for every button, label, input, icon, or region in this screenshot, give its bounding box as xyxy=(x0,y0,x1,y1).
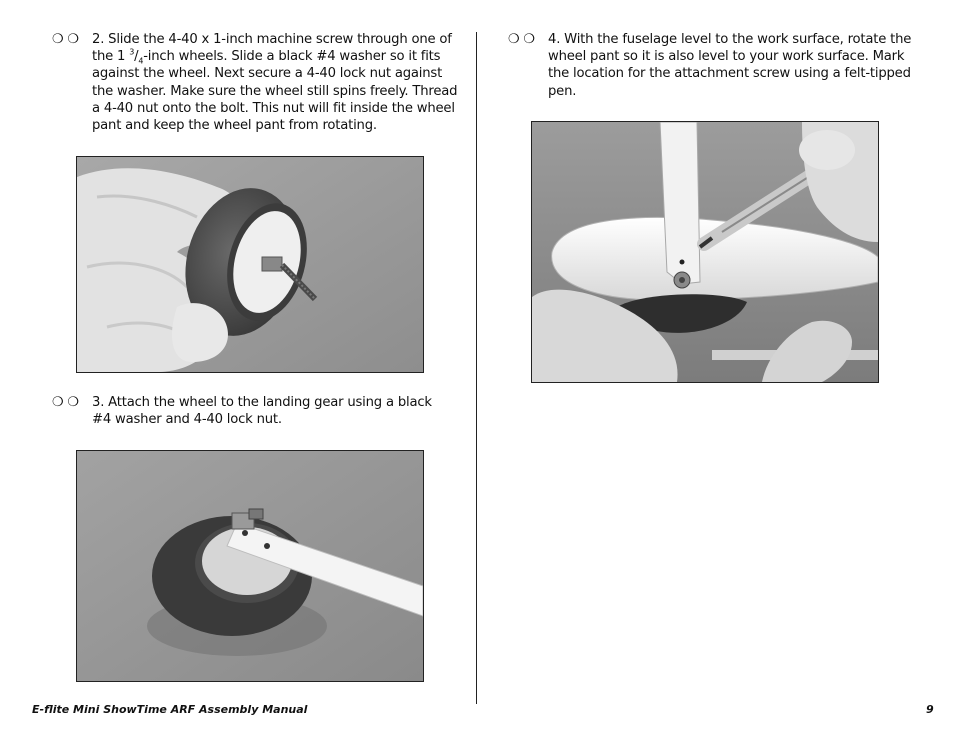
step-text-line: 2. Slide the 4-40 x 1-inch machine screw through one of xyxy=(92,32,452,47)
photo-wheel-on-landing-gear xyxy=(76,450,424,682)
photo-wheel-with-screw-image xyxy=(77,157,423,372)
checkbox-pair[interactable]: ❍ ❍ xyxy=(52,395,79,410)
step-text-line: 4. With the fuselage level to the work surface, rotate the xyxy=(548,32,912,47)
photo-wheel-on-landing-gear-image xyxy=(77,451,423,681)
photo-wheel-with-screw xyxy=(76,156,424,373)
step-4-text xyxy=(548,31,911,100)
step-text-line: wheel pant so it is also level to your work surface. Mark xyxy=(548,49,905,65)
step-text-line: a 4-40 nut onto the bolt. This nut will fit inside the wheel xyxy=(92,100,455,116)
step-text-line: the location for the attachment screw using a felt-tipped xyxy=(548,66,911,82)
step-text-line: 3. Attach the wheel to the landing gear using a black xyxy=(92,395,432,410)
step-text-line: pen. xyxy=(548,83,577,99)
step-text-line: the 1 $^3/_4$-inch wheels. Slide a black #4 washer so it fits xyxy=(92,47,441,66)
step-text-line: the washer. Make sure the wheel still spins freely. Thread xyxy=(92,83,458,99)
checkbox-pair[interactable]: ❍ ❍ xyxy=(508,32,535,47)
photo-marking-wheel-pant-image xyxy=(532,122,878,382)
photo-marking-wheel-pant xyxy=(531,121,879,383)
page-number: 9 xyxy=(926,703,934,716)
step-2-text xyxy=(92,31,457,134)
step-text-line: against the wheel. Next secure a 4-40 lock nut against xyxy=(92,66,443,82)
step-text-line: pant and keep the wheel pant from rotating. xyxy=(92,118,377,134)
step-3-text xyxy=(92,394,432,428)
step-text-line: #4 washer and 4-40 lock nut. xyxy=(92,412,282,428)
checkbox-pair[interactable]: ❍ ❍ xyxy=(52,32,79,47)
manual-title: E-flite Mini ShowTime ARF Assembly Manual xyxy=(32,703,308,716)
column-divider xyxy=(476,32,477,704)
